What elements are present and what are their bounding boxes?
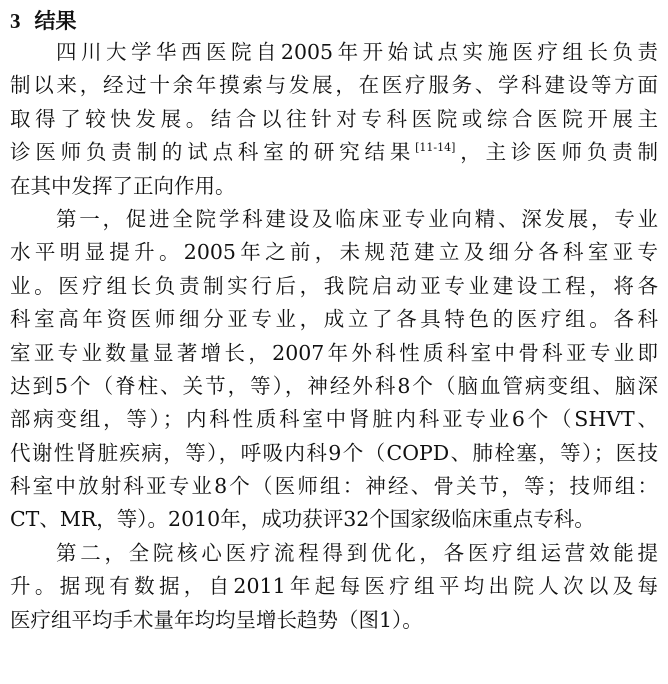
text-line: 第一，促进全院学科建设及临床亚专业向精、深发展，专业 <box>56 206 658 231</box>
text-line: 升。据现有数据，自2011年起每医疗组平均出院人次以及每 <box>10 574 658 599</box>
text-line: 达到5个（脊柱、关节，等），神经外科8个（脑血管病变组、脑深 <box>10 373 658 398</box>
text-segment: 诊医师负责制的试点科室的研究结果 <box>10 140 416 165</box>
section-title: 结果 <box>34 9 77 33</box>
section-number: 3 <box>10 9 21 33</box>
section-heading <box>10 6 658 36</box>
text-line: 第二，全院核心医疗流程得到优化，各医疗组运营效能提 <box>56 540 658 565</box>
text-line: 四川大学华西医院自2005年开始试点实施医疗组长负责 <box>56 40 658 64</box>
text-line: 业。医疗组长负责制实行后，我院启动亚专业建设工程，将各 <box>10 273 658 298</box>
text-line: CT、MR，等）。2010年，成功获评32个国家级临床重点专科。 <box>10 507 595 532</box>
text-segment: ，主诊医师负责制 <box>455 140 658 165</box>
text-line: 室亚专业数量显著增长，2007年外科性质科室中骨科亚专业即 <box>10 340 658 365</box>
text-line: 制以来，经过十余年摸索与发展，在医疗服务、学科建设等方面 <box>10 73 658 98</box>
text-line: 在其中发挥了正向作用。 <box>10 173 236 198</box>
text-line: 水平明显提升。2005年之前，未规范建立及细分各科室亚专 <box>10 240 658 265</box>
paragraph-first-point <box>10 203 658 537</box>
paragraph-second-point <box>10 537 658 637</box>
text-line: 科室中放射科亚专业8个（医师组：神经、骨关节，等；技师组： <box>10 474 658 499</box>
article-page <box>10 6 658 637</box>
text-line: 医疗组平均手术量年均均呈增长趋势（图1）。 <box>10 607 423 632</box>
text-line: 部病变组，等）；内科性质科室中肾脏内科亚专业6个（SHVT、 <box>10 407 658 432</box>
text-line: 代谢性肾脏疾病，等），呼吸内科9个（COPD、肺栓塞，等）；医技 <box>10 440 658 465</box>
citation-reference: [11-14] <box>415 141 456 155</box>
paragraph-intro <box>10 36 658 203</box>
text-line-with-citation <box>10 136 658 169</box>
text-line: 取得了较快发展。结合以往针对专科医院或综合医院开展主 <box>10 106 658 131</box>
text-line: 科室高年资医师细分亚专业，成立了各具特色的医疗组。各科 <box>10 307 658 332</box>
